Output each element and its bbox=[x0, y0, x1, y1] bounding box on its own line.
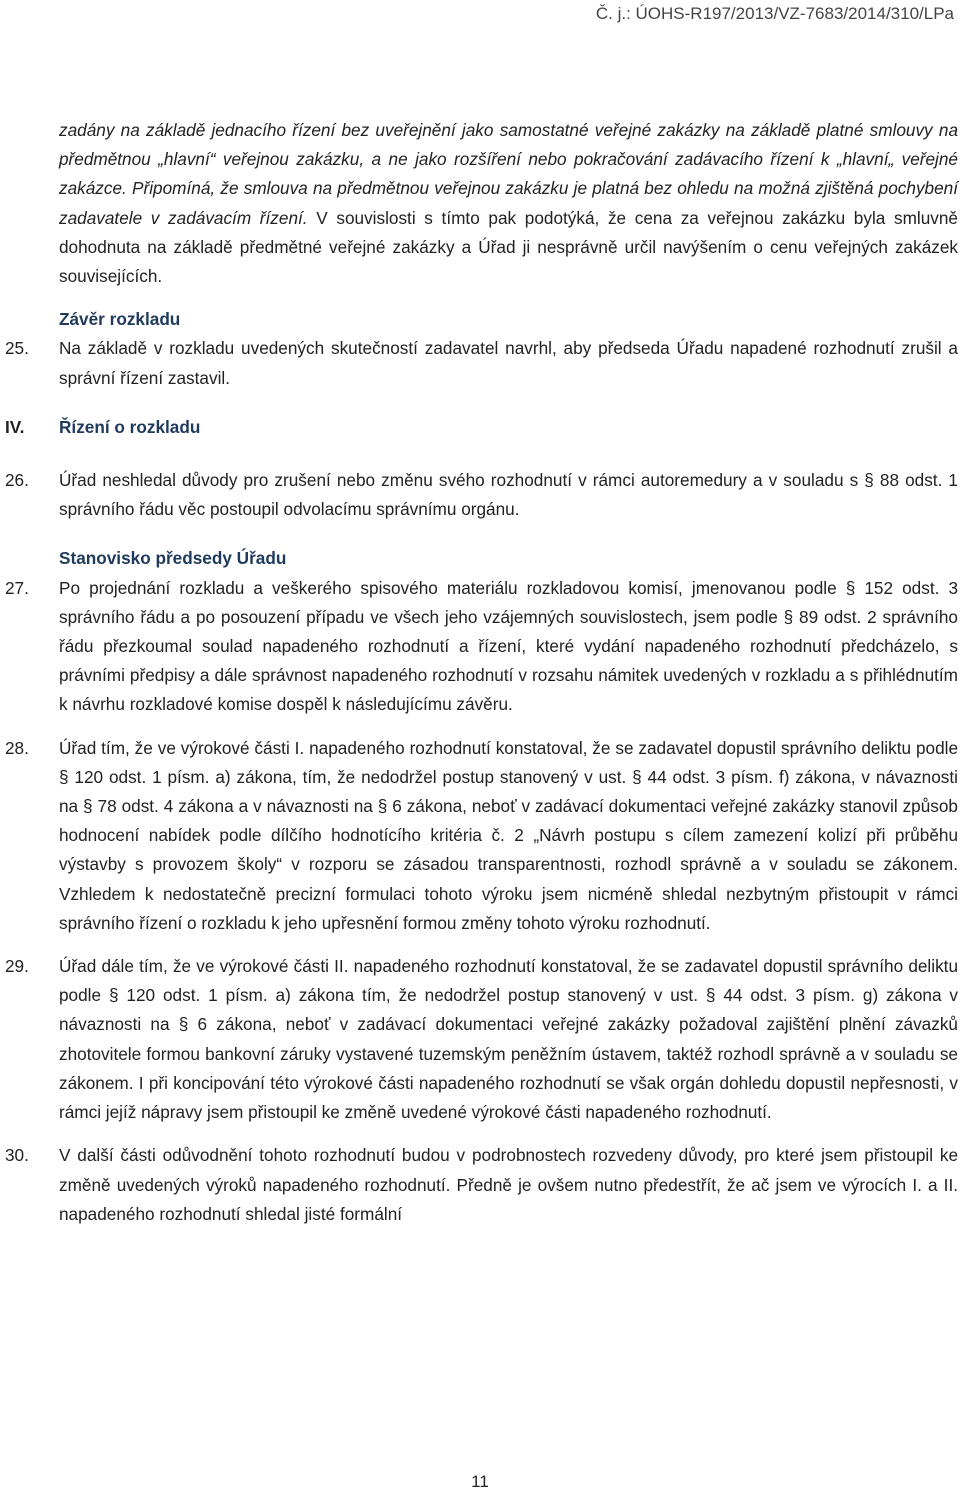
intro-paragraph bbox=[59, 116, 958, 291]
paragraph-number: 29. bbox=[5, 956, 29, 977]
paragraph-text: Úřad dále tím, že ve výrokové části II. napadeného rozhodnutí konstatoval, že se zadavatel dopustil správního deliktu podle § 120 odst. 1 písm. a) zákona tím, že nedodržel postup stanovený v ust. § 44 odst. 3 písm. g) zákona v návaznosti na § 6 zákona, neboť v zadávací dokumentaci veřejné zakázky požadoval zajištění plnění závazků zhotovitele formou bankovní záruky vystavené tuzemským peněžním ústavem, taktéž rozhodl správně a v souladu se zákonem. I při koncipování této výrokové části napadeného rozhodnutí se však orgán dohledu dopustil nepřesnosti, v rámci jejíž nápravy jsem přistoupil ke změně uvedené výrokové části napadeného rozhodnutí. bbox=[59, 956, 958, 1123]
paragraph-28 bbox=[5, 734, 958, 938]
paragraph-text: Po projednání rozkladu a veškerého spisového materiálu rozkladovou komisí, jmenovanou podle § 152 odst. 3 správního řádu a po posouzení případu ve všech jeho vzájemných souvislostech, jsem podle § 89 odst. 2 správního řádu přezkoumal soulad napadeného rozhodnutí a řízení, které vydání napadeného rozhodnutí předcházelo, s právními předpisy a dále správnost napadeného rozhodnutí v rozsahu námitek uvedených v rozkladu a s přihlédnutím k návrhu rozkladové komise dospěl k následujícímu závěru. bbox=[59, 577, 958, 715]
document-body bbox=[5, 116, 958, 1229]
paragraph-number: 25. bbox=[5, 338, 29, 359]
section-number: IV. bbox=[5, 416, 25, 437]
heading-zaver-rozkladu: Závěr rozkladu bbox=[59, 309, 181, 330]
paragraph-26 bbox=[5, 466, 958, 524]
paragraph-30 bbox=[5, 1141, 958, 1229]
document-reference: Č. j.: ÚOHS-R197/2013/VZ-7683/2014/310/LPa bbox=[595, 4, 954, 23]
page-number: 11 bbox=[471, 1472, 489, 1491]
paragraph-text: Úřad tím, že ve výrokové části I. napadeného rozhodnutí konstatoval, že se zadavatel dopustil správního deliktu podle § 120 odst. 1 písm. a) zákona, tím, že nedodržel postup stanovený v ust. § 44 odst. 3 písm. f) zákona, v návaznosti na § 78 odst. 4 zákona a v návaznosti na § 6 zákona, neboť v zadávací dokumentaci veřejné zakázky stanovil způsob hodnocení nabídek podle dílčího hodnotícího kritéria č. 2 „Návrh postupu s cílem zamezení kolizí při průběhu výstavby s provozem školy“ v rozporu se zásadou transparentnosti, rozhodl správně a v souladu se zákonem. Vzhledem k nedostatečně precizní formulaci tohoto výroku jsem nicméně shledal nezbytným přistoupit v rámci správního řízení o rozkladu k jeho upřesnění formou změny tohoto výroku rozhodnutí. bbox=[59, 737, 958, 933]
paragraph-text: Úřad neshledal důvody pro zrušení nebo změnu svého rozhodnutí v rámci autoremedury a v souladu s § 88 odst. 1 správního řádu věc postoupil odvolacímu správnímu orgánu. bbox=[59, 470, 958, 520]
paragraph-text: V další části odůvodnění tohoto rozhodnutí budou v podrobnostech rozvedeny důvody, pro které jsem přistoupil ke změně uvedených výroků napadeného rozhodnutí. Předně je ovšem nutno předestřít, že ač jsem ve výrocích I. a II. napadeného rozhodnutí shledal jisté formální bbox=[59, 1145, 958, 1224]
paragraph-number: 28. bbox=[5, 737, 29, 758]
section-heading-iv bbox=[5, 413, 958, 442]
paragraph-27 bbox=[5, 574, 958, 720]
intro-italic-text: zadány na základě jednacího řízení bez uveřejnění jako samostatné veřejné zakázky na základě platné smlouvy na předmětnou „hlavní“ veřejnou zakázku, a ne jako rozšíření nebo pokračování zadávacího řízení k „hlavní„ veřejné zakázce. Připomíná, že smlouva na předmětnou veřejnou zakázku je platná bez ohledu na možná zjištěná pochybení zadavatele v zadávacím řízení. bbox=[59, 120, 958, 228]
paragraph-29 bbox=[5, 952, 958, 1127]
section-title: Řízení o rozkladu bbox=[59, 416, 201, 437]
heading-stanovisko: Stanovisko předsedy Úřadu bbox=[59, 548, 287, 569]
paragraph-number: 26. bbox=[5, 470, 29, 491]
paragraph-text: Na základě v rozkladu uvedených skutečností zadavatel navrhl, aby předseda Úřadu napadené rozhodnutí zrušil a správní řízení zastavil. bbox=[59, 338, 958, 388]
intro-normal-text: V souvislosti s tímto pak podotýká, že cena za veřejnou zakázku byla smluvně dohodnuta na základě předmětné veřejné zakázky a Úřad ji nesprávně určil navýšením o cenu veřejných zakázek souvisejících. bbox=[59, 207, 958, 287]
paragraph-25 bbox=[5, 334, 958, 392]
paragraph-number: 27. bbox=[5, 577, 29, 598]
paragraph-number: 30. bbox=[5, 1145, 29, 1166]
